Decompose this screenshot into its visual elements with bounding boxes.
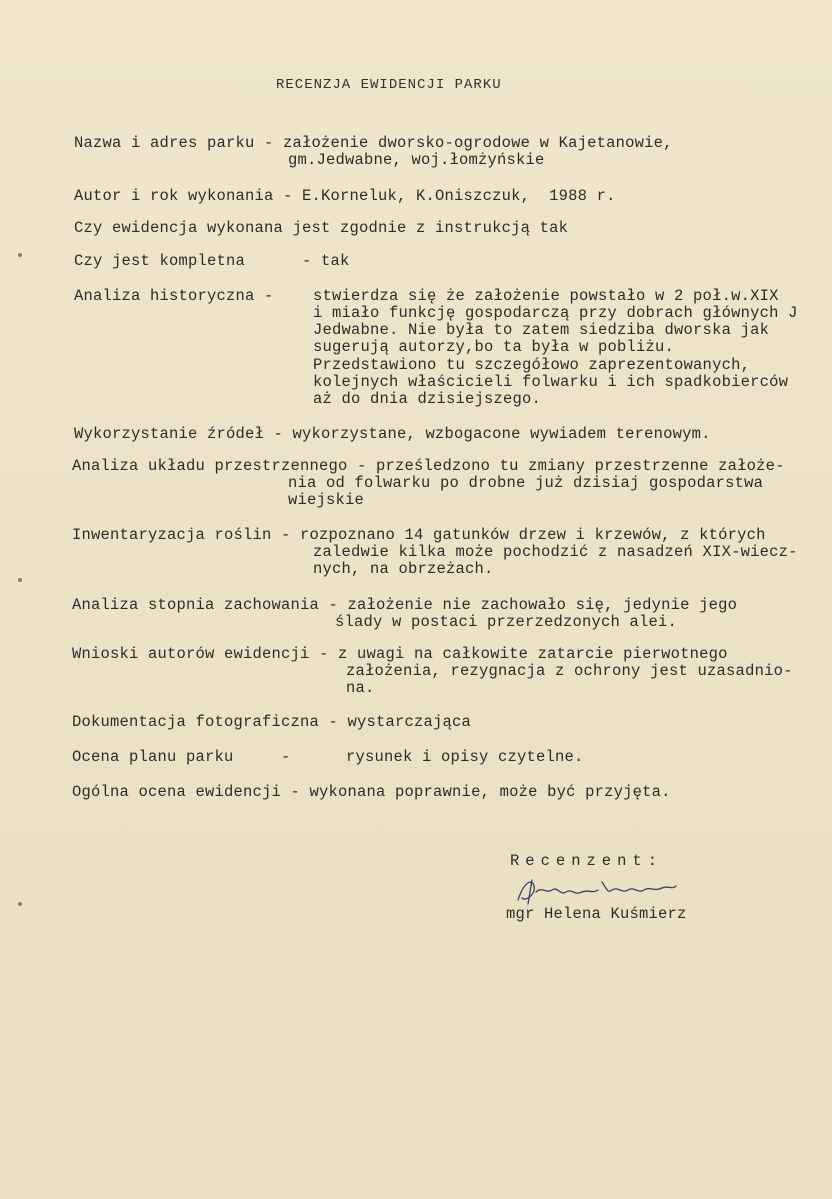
punch-hole-mark [18,902,22,906]
text-line: ślady w postaci przerzedzonych alei. [335,613,678,631]
text-line: gm.Jedwabne, woj.łomżyńskie [288,151,545,169]
text-line: zaledwie kilka może pochodzić z nasadzeń XIX-wiecz- [313,543,798,561]
text-line: Wykorzystanie źródeł - wykorzystane, wzbogacone wywiadem terenowym. [74,425,711,443]
text-line: sugerują autorzy,bo ta była w pobliżu. [313,338,675,356]
text-line: kolejnych właścicieli folwarku i ich spadkobierców [313,373,789,391]
text-line: rysunek i opisy czytelne. [346,748,584,766]
text-line: stwierdza się że założenie powstało w 2 poł.w.XIX [313,287,779,305]
text-line: Ogólna ocena ewidencji - wykonana poprawnie, może być przyjęta. [72,783,671,801]
text-line: Analiza stopnia zachowania - założenie nie zachowało się, jedynie jego [72,596,738,614]
punch-hole-mark [18,578,22,582]
text-line: wiejskie [288,491,365,509]
text-line: Nazwa i adres parku - założenie dworsko-ogrodowe w Kajetanowie, [74,134,673,152]
text-line: i miało funkcję gospodarczą przy dobrach głównych J [313,304,798,322]
text-line: Przedstawiono tu szczegółowo zaprezentowanych, [313,356,751,374]
page-title: RECENZJA EWIDENCJI PARKU [276,77,502,93]
text-line: Inwentaryzacja roślin - rozpoznano 14 gatunków drzew i krzewów, z których [72,526,766,544]
text-line: na. [346,679,375,697]
text-line: Czy jest kompletna - tak [74,252,350,270]
text-line: Analiza układu przestrzennego - prześledzono tu zmiany przestrzenne założe- [72,457,785,475]
text-line: Jedwabne. Nie była to zatem siedziba dworska jak [313,321,770,339]
reviewer-name: mgr Helena Kuśmierz [506,905,687,923]
text-line: aż do dnia dzisiejszego. [313,390,542,408]
punch-hole-mark [18,253,22,257]
text-line: założenia, rezygnacja z ochrony jest uzasadnio- [346,662,793,680]
text-line: nia od folwarku po drobne już dzisiaj gospodarstwa [288,474,764,492]
text-line: Dokumentacja fotograficzna - wystarczająca [72,713,472,731]
text-line: Czy ewidencja wykonana jest zgodnie z instrukcją tak [74,219,569,237]
text-line: Wnioski autorów ewidencji - z uwagi na całkowite zatarcie pierwotnego [72,645,728,663]
text-line: Analiza historyczna - [74,287,274,305]
text-line: nych, na obrzeżach. [313,560,494,578]
signature-label: Recenzent: [510,852,664,870]
text-line: Ocena planu parku - [72,748,291,766]
text-line: Autor i rok wykonania - E.Korneluk, K.Oniszczuk, 1988 r. [74,187,616,205]
